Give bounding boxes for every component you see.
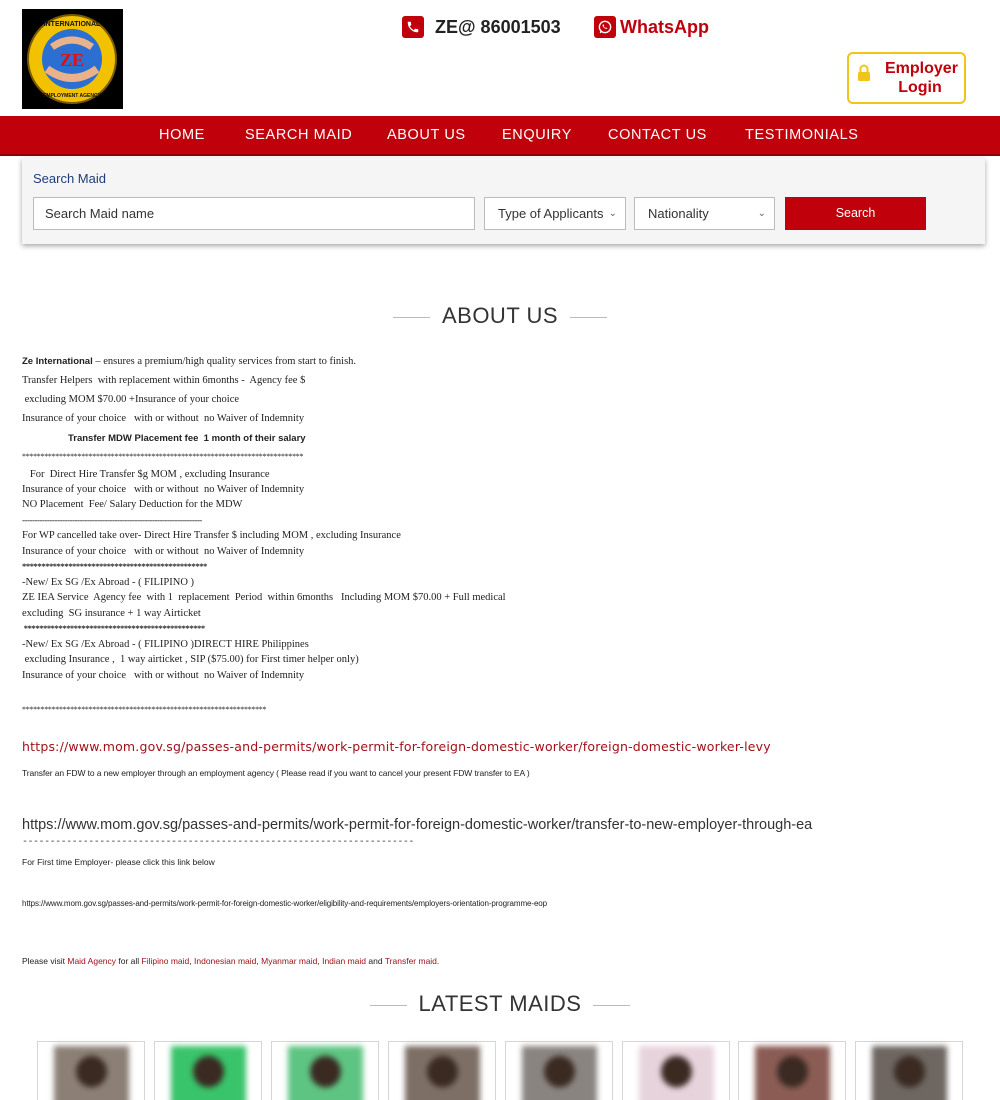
about-line-3: excluding MOM $70.00 +Insurance of your choice: [22, 394, 240, 405]
whatsapp-label[interactable]: WhatsApp: [620, 16, 709, 37]
about-line-4: Insurance of your choice with or without no Waiver of Indemnity: [22, 413, 305, 424]
type-of-applicants-select[interactable]: [484, 197, 626, 230]
type-of-applicants-value: Type of Applicants: [498, 206, 604, 221]
employer-login-button[interactable]: [847, 52, 966, 104]
about-line-6: ****************************************************************************: [22, 452, 304, 461]
link-filipino-maid[interactable]: Filipino maid: [141, 956, 190, 966]
mom-levy-link[interactable]: https://www.mom.gov.sg/passes-and-permits/work-permit-for-foreign-domestic-worker/foreign-domestic-worker-levy: [22, 739, 771, 754]
mom-eop-link[interactable]: https://www.mom.gov.sg/passes-and-permits/work-permit-for-foreign-domestic-worker/eligibility-and-requirements/employers-orientation-programme-eop: [22, 899, 547, 908]
visit-comma-2: ,: [256, 956, 262, 966]
transfer-note: Transfer an FDW to a new employer through an employment agency ( Please read if you want to cancel your present FDW transfer to EA ): [22, 768, 530, 778]
chevron-down-icon: ⌄: [608, 208, 617, 219]
whatsapp-icon: [594, 16, 616, 38]
maid-card[interactable]: [37, 1041, 145, 1100]
phone-number[interactable]: ZE@ 86001503: [435, 16, 561, 37]
employer-login-label: Employer Login: [885, 60, 958, 96]
about-line-15: ZE IEA Service Agency fee with 1 replacement Period within 6months Including MOM $70.00 + Full medical: [22, 592, 506, 603]
heading-divider-left: [370, 1005, 407, 1006]
about-line-17: ***********************************************: [22, 623, 205, 633]
about-line-7: For Direct Hire Transfer $g MOM , excluding Insurance: [22, 469, 270, 480]
link-maid-agency[interactable]: Maid Agency: [67, 956, 117, 966]
lock-icon: [857, 64, 871, 82]
nationality-select[interactable]: [634, 197, 775, 230]
nav-about-us[interactable]: ABOUT US: [387, 127, 466, 143]
maid-card[interactable]: [154, 1041, 262, 1100]
about-us-heading: [0, 303, 1000, 329]
site-header: [0, 0, 1000, 116]
maid-photo[interactable]: [755, 1046, 830, 1100]
about-line-13: ************************************************: [22, 561, 207, 571]
about-line-1: [22, 356, 356, 367]
link-indian-maid[interactable]: Indian maid: [322, 956, 367, 966]
maid-photo[interactable]: [639, 1046, 714, 1100]
visit-note: [22, 956, 439, 966]
about-line-1-text: – ensures a premium/high quality services from start to finish.: [92, 356, 357, 367]
maid-photo[interactable]: [171, 1046, 246, 1100]
nav-home[interactable]: HOME: [159, 127, 205, 143]
maid-name-search-input[interactable]: [33, 197, 475, 230]
maid-card[interactable]: [505, 1041, 613, 1100]
maid-photo[interactable]: [522, 1046, 597, 1100]
maid-photo[interactable]: [54, 1046, 129, 1100]
nationality-value: Nationality: [648, 206, 709, 221]
about-line-5-text: Transfer MDW Placement fee 1 month of their salary: [68, 433, 306, 444]
about-line-14: -New/ Ex SG /Ex Abroad - ( FILIPINO ): [22, 577, 195, 588]
search-button[interactable]: Search: [785, 197, 926, 230]
about-line-12: Insurance of your choice with or without no Waiver of Indemnity: [22, 546, 305, 557]
logo-bottom-text: EMPLOYMENT AGENCY: [43, 93, 101, 99]
about-line-21: ******************************************************************: [22, 705, 267, 714]
maid-card[interactable]: [855, 1041, 963, 1100]
link-myanmar-maid[interactable]: Myanmar maid: [261, 956, 318, 966]
maid-card[interactable]: [271, 1041, 379, 1100]
logo-emblem-icon: [22, 9, 123, 109]
latest-maids-heading: [0, 991, 1000, 1017]
nav-contact-us[interactable]: CONTACT US: [608, 127, 707, 143]
phone-contact[interactable]: [402, 16, 561, 38]
about-line-8: Insurance of your choice with or without no Waiver of Indemnity: [22, 484, 305, 495]
phone-icon: [402, 16, 424, 38]
heading-divider-right: [570, 317, 607, 318]
about-line-20: Insurance of your choice with or without no Waiver of Indemnity: [22, 670, 305, 681]
whatsapp-contact[interactable]: [594, 16, 709, 38]
about-line-19: excluding Insurance , 1 way airticket , SIP ($75.00) for First timer helper only): [22, 654, 359, 665]
about-us-heading-text: ABOUT US: [441, 303, 559, 328]
visit-comma-1: ,: [189, 956, 194, 966]
visit-end: .: [436, 956, 440, 966]
about-line-5: [68, 433, 306, 444]
search-panel: [22, 158, 985, 244]
visit-and: and: [366, 956, 385, 966]
mom-transfer-link[interactable]: https://www.mom.gov.sg/passes-and-permits/work-permit-for-foreign-domestic-worker/transfer-to-new-employer-through-ea: [22, 817, 813, 833]
agency-logo[interactable]: [22, 9, 123, 109]
company-name: Ze International: [22, 356, 93, 367]
about-line-9: NO Placement Fee/ Salary Deduction for the MDW: [22, 499, 243, 510]
chevron-down-icon: ⌄: [757, 208, 766, 219]
maid-card[interactable]: [622, 1041, 730, 1100]
dash-divider: -----------------------------------------------------------------------: [22, 836, 414, 847]
search-panel-title: Search Maid: [33, 171, 106, 186]
nav-enquiry[interactable]: ENQUIRY: [502, 127, 573, 143]
maid-card[interactable]: [738, 1041, 846, 1100]
maid-photo[interactable]: [405, 1046, 480, 1100]
about-line-2: Transfer Helpers with replacement within 6months - Agency fee $: [22, 375, 306, 386]
maid-card[interactable]: [388, 1041, 496, 1100]
latest-maids-heading-text: LATEST MAIDS: [418, 991, 582, 1016]
main-nav: [0, 116, 1000, 156]
about-line-11: For WP cancelled take over- Direct Hire Transfer $ including MOM , excluding Insurance: [22, 530, 401, 541]
visit-for-all: for all: [116, 956, 142, 966]
about-line-18: -New/ Ex SG /Ex Abroad - ( FILIPINO )DIRECT HIRE Philippines: [22, 639, 309, 650]
visit-comma-3: ,: [317, 956, 323, 966]
link-transfer-maid[interactable]: Transfer maid: [384, 956, 437, 966]
maid-photo[interactable]: [288, 1046, 363, 1100]
logo-center-text: ZE: [59, 50, 85, 70]
heading-divider-right: [593, 1005, 630, 1006]
about-line-10: ------------------------------------------------------------------------: [22, 515, 202, 525]
logo-top-text: INTERNATIONAL: [43, 21, 101, 28]
link-indonesian-maid[interactable]: Indonesian maid: [194, 956, 257, 966]
maid-photo[interactable]: [872, 1046, 947, 1100]
nav-search-maid[interactable]: SEARCH MAID: [245, 127, 353, 143]
nav-testimonials[interactable]: TESTIMONIALS: [745, 127, 859, 143]
heading-divider-left: [393, 317, 430, 318]
visit-prefix: Please visit: [22, 956, 68, 966]
first-time-employer-note: For First time Employer- please click this link below: [22, 857, 215, 867]
about-line-16: excluding SG insurance + 1 way Airticket: [22, 608, 201, 619]
